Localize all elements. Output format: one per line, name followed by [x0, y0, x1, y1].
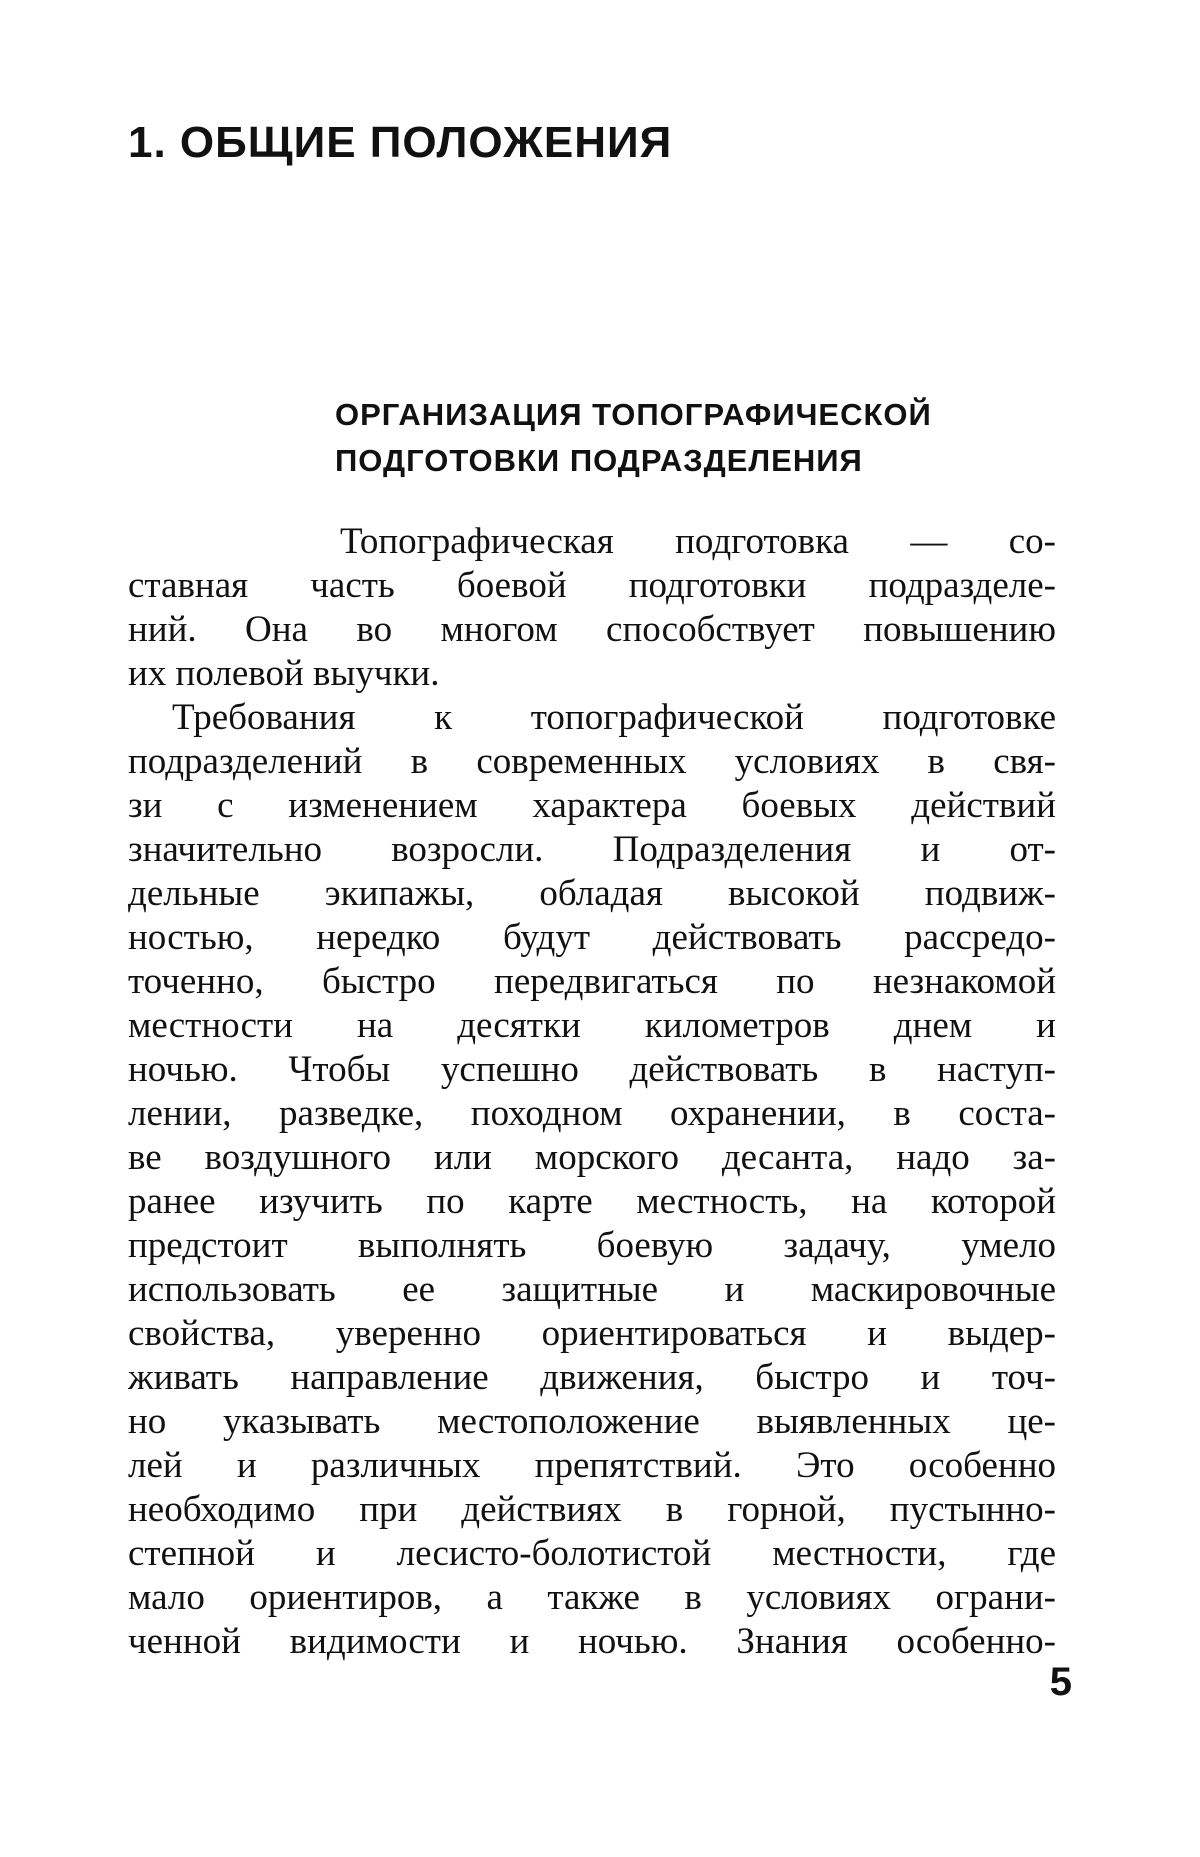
- text-line: ностью, нередко будут действовать рассредо-: [128, 917, 1056, 958]
- text-line: ве воздушного или морского десанта, надо за-: [128, 1137, 1056, 1178]
- paragraph-2: [128, 696, 1056, 1664]
- text-line: Топографическая подготовка — со-: [340, 521, 1056, 562]
- text-line: ночью. Чтобы успешно действовать в наступ-: [128, 1049, 1056, 1090]
- text-line: значительно возросли. Подразделения и от-: [128, 829, 1056, 870]
- text-line: лей и различных препятствий. Это особенно: [128, 1445, 1056, 1486]
- text-line: но указывать местоположение выявленных це-: [128, 1401, 1056, 1442]
- text-line: Требования к топографической подготовке: [172, 697, 1056, 738]
- section-heading-line-2: ПОДГОТОВКИ ПОДРАЗДЕЛЕНИЯ: [335, 443, 863, 478]
- text-line: необходимо при действиях в горной, пустынно-: [128, 1489, 1056, 1530]
- text-line: дельные экипажы, обладая высокой подвиж-: [128, 873, 1056, 914]
- text-line: точенно, быстро передвигаться по незнакомой: [128, 961, 1056, 1002]
- text-line: предстоит выполнять боевую задачу, умело: [128, 1225, 1056, 1266]
- chapter-title: 1. ОБЩИЕ ПОЛОЖЕНИЯ: [128, 118, 673, 167]
- text-line: местности на десятки километров днем и: [128, 1005, 1056, 1046]
- text-line: зи с изменением характера боевых действий: [128, 785, 1056, 826]
- text-line: живать направление движения, быстро и точ-: [128, 1357, 1056, 1398]
- text-line: подразделений в современных условиях в свя-: [128, 741, 1056, 782]
- section-heading: [335, 392, 932, 484]
- text-line: ставная часть боевой подготовки подразделе-: [128, 565, 1056, 606]
- text-line: мало ориентиров, а также в условиях ограни-: [128, 1577, 1056, 1618]
- text-line: лении, разведке, походном охранении, в соста-: [128, 1093, 1056, 1134]
- paragraph-1: [128, 520, 1056, 696]
- text-line: ний. Она во многом способствует повышению: [128, 609, 1056, 650]
- text-line: свойства, уверенно ориентироваться и выдер-: [128, 1313, 1056, 1354]
- text-line: ранее изучить по карте местность, на которой: [128, 1181, 1056, 1222]
- text-line: использовать ее защитные и маскировочные: [128, 1269, 1056, 1310]
- text-line: ченной видимости и ночью. Знания особенно-: [128, 1621, 1056, 1662]
- page-number: 5: [1049, 1660, 1072, 1704]
- text-line: их полевой выучки.: [128, 653, 440, 694]
- section-heading-line-1: ОРГАНИЗАЦИЯ ТОПОГРАФИЧЕСКОЙ: [335, 397, 932, 432]
- text-line: степной и лесисто-болотистой местности, где: [128, 1533, 1056, 1574]
- body-text: [128, 520, 1056, 1664]
